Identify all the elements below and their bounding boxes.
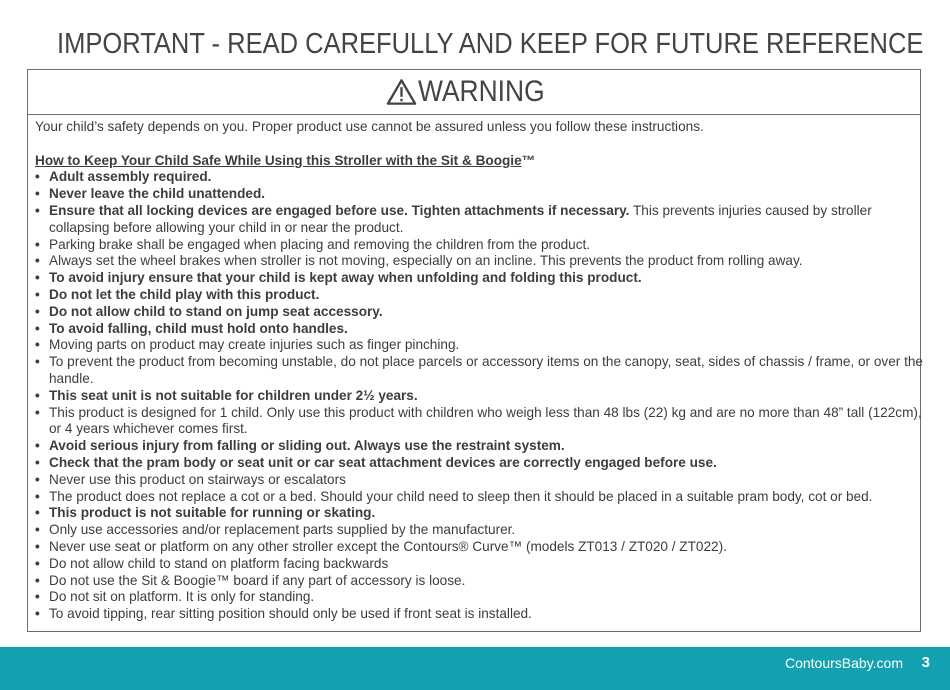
warning-item-bold: Do not let the child play with this product. — [49, 286, 320, 302]
footer-bar — [0, 647, 950, 690]
bullet-icon: • — [35, 522, 40, 538]
warning-item — [35, 556, 925, 573]
warning-item-plain: The product does not replace a cot or a bed. Should your child need to sleep then it should be placed in a suitable pram body, cot or bed. — [49, 488, 873, 504]
bullet-icon: • — [35, 236, 40, 252]
warning-item-text — [49, 489, 872, 504]
bullet-icon: • — [35, 471, 40, 487]
warning-item — [35, 522, 925, 539]
warning-item — [35, 354, 925, 388]
warning-list — [35, 169, 925, 623]
warning-item-bold: Do not allow child to stand on jump seat accessory. — [49, 303, 383, 319]
warning-intro: Your child’s safety depends on you. Proper product use cannot be assured unless you follow these instructions. — [35, 119, 704, 134]
bullet-icon: • — [35, 555, 40, 571]
bullet-icon: • — [35, 606, 40, 622]
warning-item-text — [49, 321, 348, 336]
warning-item — [35, 186, 925, 203]
warning-item — [35, 472, 925, 489]
warning-item-text — [49, 304, 383, 319]
bullet-icon: • — [35, 337, 40, 353]
warning-item — [35, 237, 925, 254]
warning-item-text — [49, 337, 459, 352]
warning-item — [35, 253, 925, 270]
warning-item-text — [49, 556, 388, 571]
warning-item — [35, 455, 925, 472]
warning-item — [35, 606, 925, 623]
warning-item-bold: This product is not suitable for running or skating. — [49, 505, 376, 521]
warning-item-text — [49, 388, 418, 403]
warning-item-plain: Do not allow child to stand on platform facing backwards — [49, 555, 389, 571]
warning-item-text — [49, 270, 642, 285]
bullet-icon: • — [35, 169, 40, 185]
section-title — [35, 153, 925, 170]
warning-item-text — [49, 606, 532, 621]
bullet-icon: • — [35, 387, 40, 403]
warning-item-bold: To avoid falling, child must hold onto handles. — [49, 320, 348, 336]
warning-item-text — [49, 522, 515, 537]
warning-item-text — [49, 438, 565, 453]
warning-item-plain: This prevents injuries caused by stroller collapsing before allowing your child in or near the product. — [49, 202, 872, 235]
warning-item-bold: Adult assembly required. — [49, 169, 212, 185]
bullet-icon: • — [35, 454, 40, 470]
warning-item-text — [49, 287, 319, 302]
bullet-icon: • — [35, 488, 40, 504]
warning-item-plain: Do not sit on platform. It is only for standing. — [49, 589, 315, 605]
warning-item — [35, 337, 925, 354]
warning-item-plain: Parking brake shall be engaged when placing and removing the children from the product. — [49, 236, 591, 252]
bullet-icon: • — [35, 404, 40, 420]
warning-item-text — [49, 253, 803, 268]
warning-item-text — [49, 455, 717, 470]
warning-item-text — [49, 354, 923, 386]
warning-item-bold: To avoid injury ensure that your child is kept away when unfolding and folding this product. — [49, 270, 642, 286]
warning-item-text — [49, 405, 922, 437]
warning-item-bold: Never leave the child unattended. — [49, 186, 266, 202]
page-number: 3 — [921, 654, 930, 671]
warning-item-text — [49, 186, 265, 201]
warning-item — [35, 539, 925, 556]
warning-item — [35, 589, 925, 606]
bullet-icon: • — [35, 438, 40, 454]
bullet-icon: • — [35, 538, 40, 554]
warning-item — [35, 405, 925, 439]
warning-item — [35, 489, 925, 506]
warning-item — [35, 438, 925, 455]
warning-item-text — [49, 589, 314, 604]
warning-item-plain: Do not use the Sit & Boogie™ board if any part of accessory is loose. — [49, 572, 466, 588]
warning-item — [35, 203, 925, 237]
warning-item — [35, 573, 925, 590]
warning-item-text — [49, 573, 465, 588]
warning-item — [35, 505, 925, 522]
bullet-icon: • — [35, 303, 40, 319]
warning-item-bold: Ensure that all locking devices are engaged before use. Tighten attachments if necessary. — [49, 202, 630, 218]
warning-item — [35, 287, 925, 304]
warning-item-bold: This seat unit is not suitable for children under 2½ years. — [49, 387, 418, 403]
warning-item-text — [49, 169, 211, 184]
warning-label: WARNING — [418, 75, 545, 108]
warning-item-plain: This product is designed for 1 child. Only use this product with children who weigh less than 48 lbs (22) kg and are no more than 48” tall (122cm), or 4 years whichever comes first. — [49, 404, 922, 437]
warning-item — [35, 169, 925, 186]
warning-item-plain: Never use this product on stairways or escalators — [49, 471, 346, 487]
warning-heading — [28, 70, 920, 115]
warning-item-text — [49, 203, 872, 235]
warning-item-text — [49, 505, 375, 520]
bullet-icon: • — [35, 589, 40, 605]
warning-item-plain: To avoid tipping, rear sitting position should only be used if front seat is installed. — [49, 606, 532, 622]
warning-content — [35, 119, 925, 623]
warning-item-text — [49, 539, 727, 554]
bullet-icon: • — [35, 270, 40, 286]
bullet-icon: • — [35, 505, 40, 521]
bullet-icon: • — [35, 186, 40, 202]
warning-item-plain: Always set the wheel brakes when stroller is not moving, especially on an incline. This prevents the product from rolling away. — [49, 253, 803, 269]
warning-item-text — [49, 237, 590, 252]
warning-item — [35, 321, 925, 338]
bullet-icon: • — [35, 354, 40, 370]
warning-item-plain: Only use accessories and/or replacement parts supplied by the manufacturer. — [49, 522, 516, 538]
warning-box — [27, 69, 921, 632]
warning-item-bold: Avoid serious injury from falling or sliding out. Always use the restraint system. — [49, 438, 565, 454]
trademark-mark: ™ — [521, 152, 536, 168]
warning-triangle-icon — [386, 78, 417, 106]
warning-item-plain: Never use seat or platform on any other stroller except the Contours® Curve™ (models ZT013 / ZT020 / ZT022). — [49, 538, 727, 554]
section-title-text: How to Keep Your Child Safe While Using this Stroller with the Sit & Boogie — [35, 152, 522, 168]
warning-item-plain: Moving parts on product may create injuries such as finger pinching. — [49, 337, 460, 353]
warning-item-bold: Check that the pram body or seat unit or car seat attachment devices are correctly engaged before use. — [49, 454, 717, 470]
bullet-icon: • — [35, 202, 40, 218]
bullet-icon: • — [35, 286, 40, 302]
warning-item-text — [49, 472, 346, 487]
warning-item-plain: To prevent the product from becoming unstable, do not place parcels or accessory items on the canopy, seat, sides of chassis / frame, or over the handle. — [49, 354, 923, 386]
warning-item — [35, 304, 925, 321]
page-title: IMPORTANT - READ CAREFULLY AND KEEP FOR FUTURE REFERENCE — [57, 28, 924, 60]
warning-item — [35, 388, 925, 405]
bullet-icon: • — [35, 572, 40, 588]
bullet-icon: • — [35, 253, 40, 269]
warning-item — [35, 270, 925, 287]
bullet-icon: • — [35, 320, 40, 336]
footer-website: ContoursBaby.com — [784, 655, 903, 671]
